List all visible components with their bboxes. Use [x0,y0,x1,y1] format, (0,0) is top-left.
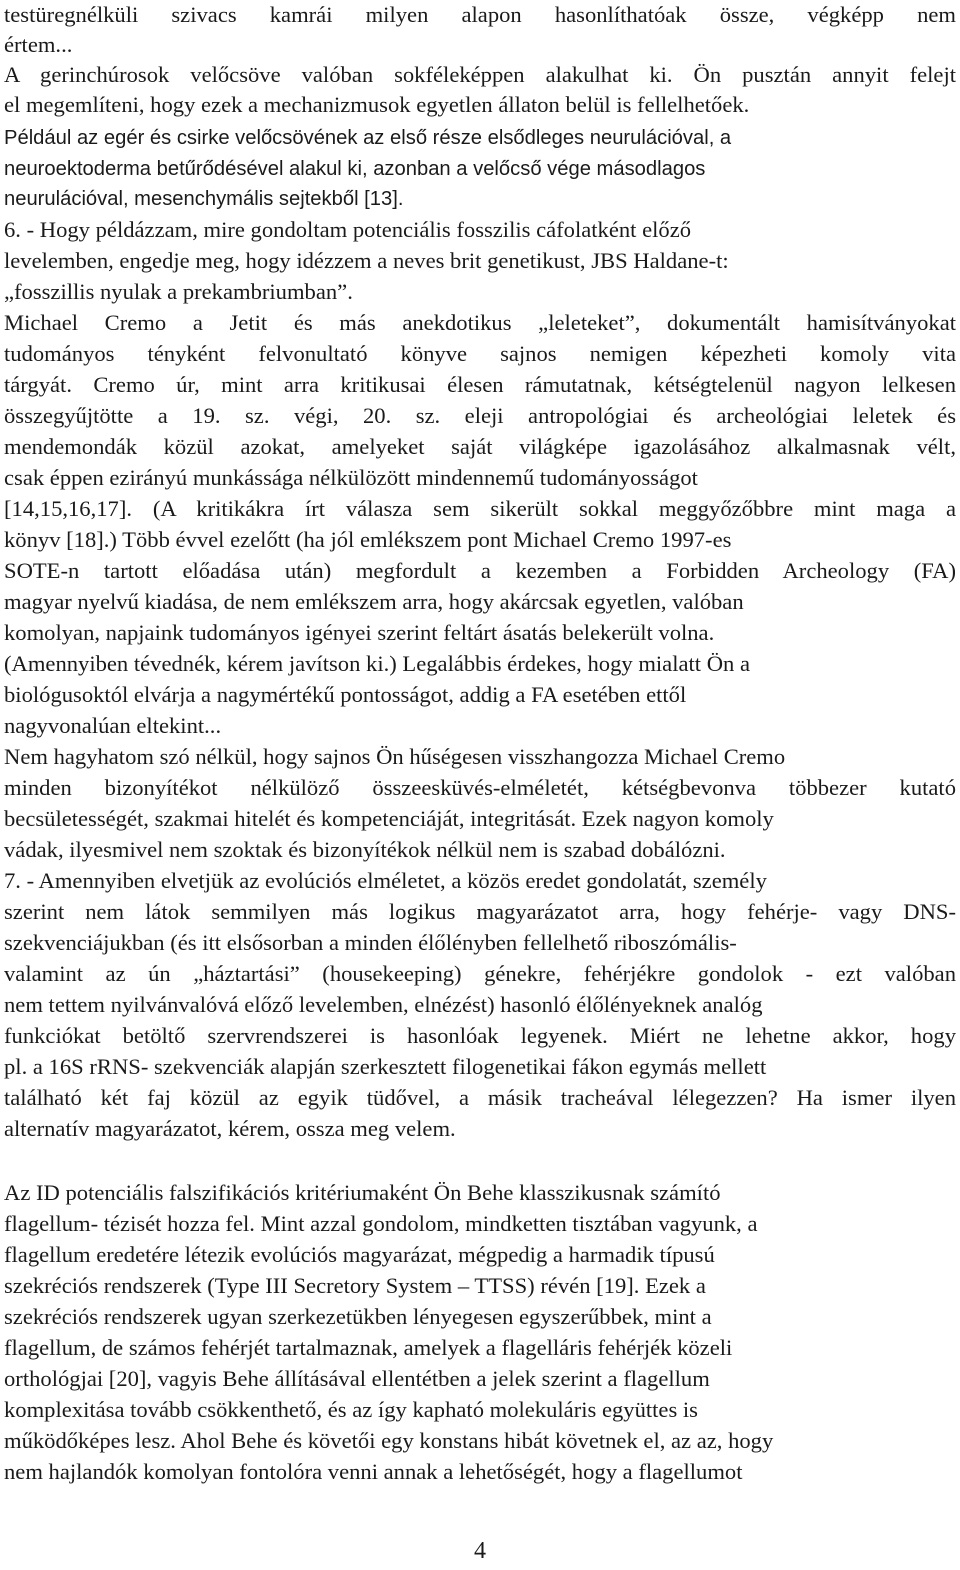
text-line: Michael Cremo a Jetit és más anekdotikus „leleteket”, dokumentált hamisítványokat [4,310,956,335]
text-line: vádak, ilyesmivel nem szoktak és bizonyítékok nélkül nem is szabad dobálózni. [4,837,726,862]
text-line: nem hajlandók komolyan fontolóra venni annak a lehetőségét, hogy a flagellumot [4,1459,743,1484]
text-line: (Amennyiben tévednék, kérem javítson ki.) Legalábbis érdekes, hogy mialatt Ön a [4,651,750,676]
text-line: Az ID potenciális falszifikációs kritériumaként Ön Behe klasszikusnak számító [4,1180,721,1205]
text-line: szekréciós rendszerek ugyan szerkezetükben lényegesen egyszerűbbek, mint a [4,1304,712,1329]
text-line: mendemondák közül azokat, amelyeket saját világképe igazolásához alkalmasnak vélt, [4,434,956,459]
text-line: A gerinchúrosok velőcsöve valóban sokféleképpen alakulhat ki. Ön pusztán annyit felejt [4,62,956,87]
text-line: orthológjai [20], vagyis Behe állításával ellentétben a jelek szerint a flagellum [4,1366,710,1391]
text-line: flagellum eredetére létezik evolúciós magyarázat, mégpedig a harmadik típusú [4,1242,715,1267]
text-line: magyar nyelvű kiadása, de nem emlékszem arra, hogy akárcsak egyetlen, valóban [4,589,744,614]
text-line: valamint az ún „háztartási” (housekeeping) génekre, fehérjékre gondolok - ezt valóban [4,961,956,986]
text-line: komolyan, napjaink tudományos igényei szerint feltárt ásatás belekerült volna. [4,620,715,645]
text-line: Nem hagyhatom szó nélkül, hogy sajnos Ön hűségesen visszhangozza Michael Cremo [4,744,786,769]
text-line: összegyűjtötte a 19. sz. végi, 20. sz. eleji antropológiai és archeológiai leletek és [4,403,956,428]
text-line: működőképes lesz. Ahol Behe és követői egy konstans hibát követnek el, az az, hogy [4,1428,774,1453]
text-line: levelemben, engedje meg, hogy idézzem a neves brit genetikust, JBS Haldane-t: [4,248,729,273]
text-line: csak éppen ezirányú munkássága nélkülözött mindennemű tudományosságot [4,465,698,490]
text-line: tudományos tényként felvonultató könyve sajnos nemigen képezheti komoly vita [4,341,956,366]
text-line: alternatív magyarázatot, kérem, ossza meg velem. [4,1116,456,1141]
text-line: nagyvonalúan eltekint... [4,713,222,738]
text-line: komplexitása tovább csökkenthető, és az így kapható molekuláris együttes is [4,1397,698,1422]
text-line: 6. - Hogy példázzam, mire gondoltam potenciális fosszilis cáfolatként előző [4,217,692,242]
text-line: Például az egér és csirke velőcsövének az első része elsődleges neurulációval, a [4,127,732,149]
text-line: funkciókat betöltő szervrendszerei is hasonlóak legyenek. Miért ne lehetne akkor, hogy [4,1023,956,1048]
text-line: 7. - Amennyiben elvetjük az evolúciós elméletet, a közös eredet gondolatát, személy [4,868,767,893]
text-line: található két faj közül az egyik tüdővel, a másik tracheával lélegezzen? Ha ismer ilyen [4,1085,956,1110]
text-line: SOTE-n tartott előadása után) megfordult a kezemben a Forbidden Archeology (FA) [4,558,956,583]
text-line: könyv [18].) Több évvel ezelőtt (ha jól emlékszem pont Michael Cremo 1997-es [4,527,732,552]
text-line: értem... [4,32,73,57]
text-line: neurulációval, mesenchymális sejtekből [13]. [4,188,404,210]
text-line: neuroektoderma betűrődésével alakul ki, azonban a velőcső vége másodlagos [4,158,706,180]
text-line: szekvenciájukban (és itt elsősorban a minden élőlényben fellelhető riboszómális- [4,930,737,955]
text-line: nem tettem nyilvánvalóvá előző levelemben, elnézést) hasonló élőlényeknek analóg [4,992,763,1017]
document-page [4,0,956,1570]
page-number: 4 [474,1538,486,1564]
text-line: szerint nem látok semmilyen más logikus magyarázatot arra, hogy fehérje- vagy DNS- [4,899,956,924]
text-line: becsületességét, szakmai hitelét és kompetenciáját, integritását. Ezek nagyon komoly [4,806,774,831]
text-line: biológusoktól elvárja a nagymértékű pontosságot, addig a FA esetében ettől [4,682,687,707]
text-line: szekréciós rendszerek (Type III Secretory System – TTSS) révén [19]. Ezek a [4,1273,706,1298]
text-line: el megemlíteni, hogy ezek a mechanizmusok egyetlen állaton belül is fellelhetőek. [4,92,750,117]
text-line: tárgyát. Cremo úr, mint arra kritikusai élesen rámutatnak, kétségtelenül nagyon lelkesen [4,372,956,397]
text-line: „fosszillis nyulak a prekambriumban”. [4,279,353,304]
text-line: [14,15,16,17]. (A kritikákra írt válasza sem sikerült sokkal meggyőzőbbre mint maga a [4,496,956,521]
text-line: testüregnélküli szivacs kamrái milyen alapon hasonlíthatóak össze, végképp nem [4,2,956,27]
text-line: minden bizonyítékot nélkülöző összeesküvés-elméletét, kétségbevonva többezer kutató [4,775,956,800]
text-line: pl. a 16S rRNS- szekvenciák alapján szerkesztett filogenetikai fákon egymás mellett [4,1054,767,1079]
text-line: flagellum- tézisét hozza fel. Mint azzal gondolom, mindketten tisztában vagyunk, a [4,1211,758,1236]
text-line: flagellum, de számos fehérjét tartalmaznak, amelyek a flagelláris fehérjék közeli [4,1335,733,1360]
